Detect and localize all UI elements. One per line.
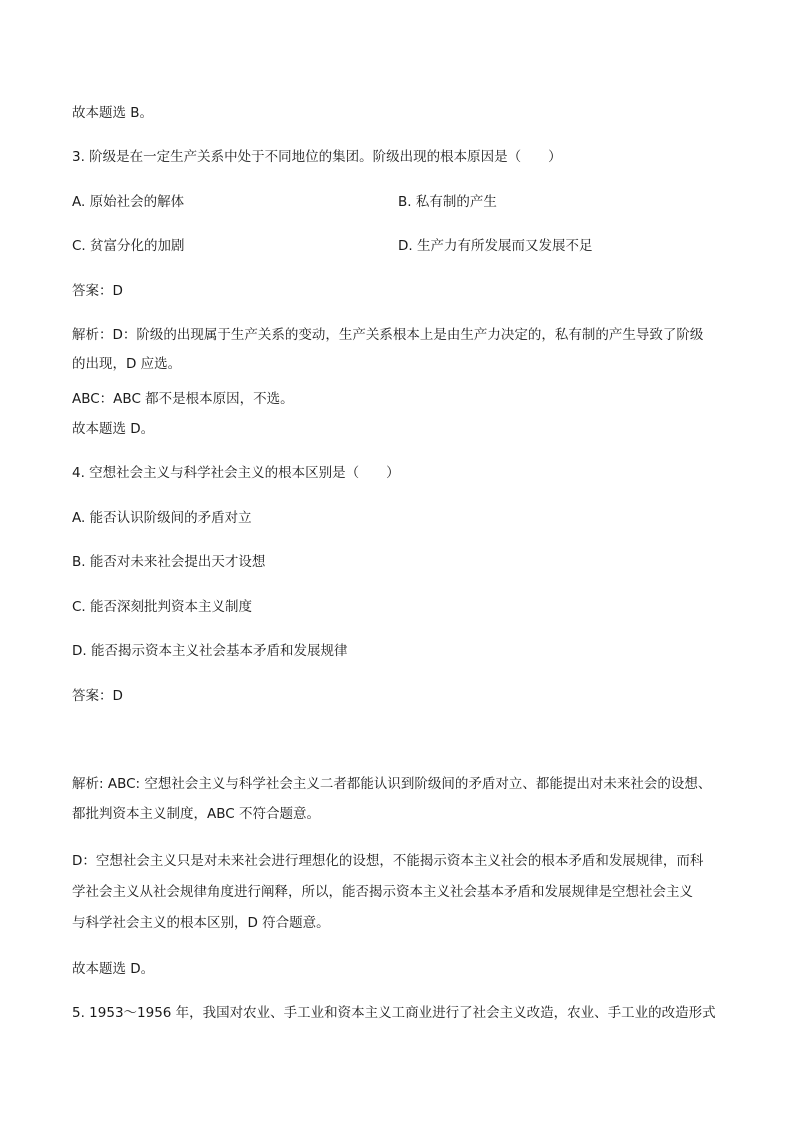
- question-3-analysis-line-3: ABC：ABC 都不是根本原因，不选。: [72, 391, 294, 407]
- question-4-analysis-p2-line-1: D：空想社会主义只是对未来社会进行理想化的设想，不能揭示资本主义社会的根本矛盾和发展规律，而科: [72, 853, 704, 869]
- question-4-option-c: C. 能否深刻批判资本主义制度: [72, 599, 253, 615]
- question-3-option-d: D. 生产力有所发展而又发展不足: [398, 238, 593, 254]
- question-4-option-a: A. 能否认识阶级间的矛盾对立: [72, 510, 252, 526]
- question-4-analysis-p1-line-1: 解析: ABC: 空想社会主义与科学社会主义二者都能认识到阶级间的矛盾对立、都能提出对未来社会的设想、: [72, 776, 712, 792]
- question-3-option-a: A. 原始社会的解体: [72, 194, 185, 210]
- question-4-option-d: D. 能否揭示资本主义社会基本矛盾和发展规律: [72, 643, 348, 659]
- question-3-stem: 3. 阶级是在一定生产关系中处于不同地位的集团。阶级出现的根本原因是（ ）: [72, 149, 562, 165]
- question-3-analysis-line-1: 解析：D：阶级的出现属于生产关系的变动，生产关系根本上是由生产力决定的，私有制的产生导致了阶级: [72, 327, 704, 343]
- question-4-analysis-p2-line-2: 学社会主义从社会规律角度进行阐释，所以，能否揭示资本主义社会基本矛盾和发展规律是空想社会主义: [72, 884, 693, 900]
- question-4-conclusion: 故本题选 D。: [72, 961, 155, 977]
- question-3-analysis-line-2: 的出现，D 应选。: [72, 356, 182, 372]
- question-4-answer: 答案：D: [72, 688, 123, 704]
- question-3-conclusion: 故本题选 D。: [72, 421, 155, 437]
- question-4-stem: 4. 空想社会主义与科学社会主义的根本区别是（ ）: [72, 465, 400, 481]
- question-5-stem: 5. 1953～1956 年，我国对农业、手工业和资本主义工商业进行了社会主义改造，农业、手工业的改造形式: [72, 1005, 716, 1021]
- question-4-analysis-p1-line-2: 都批判资本主义制度，ABC 不符合题意。: [72, 806, 320, 822]
- question-3-option-c: C. 贫富分化的加剧: [72, 238, 185, 254]
- prev-question-conclusion: 故本题选 B。: [72, 105, 154, 121]
- question-4-option-b: B. 能否对未来社会提出天才设想: [72, 554, 266, 570]
- question-4-analysis-p2-line-3: 与科学社会主义的根本区别，D 符合题意。: [72, 915, 330, 931]
- question-3-option-b: B. 私有制的产生: [398, 194, 497, 210]
- question-3-answer: 答案：D: [72, 283, 123, 299]
